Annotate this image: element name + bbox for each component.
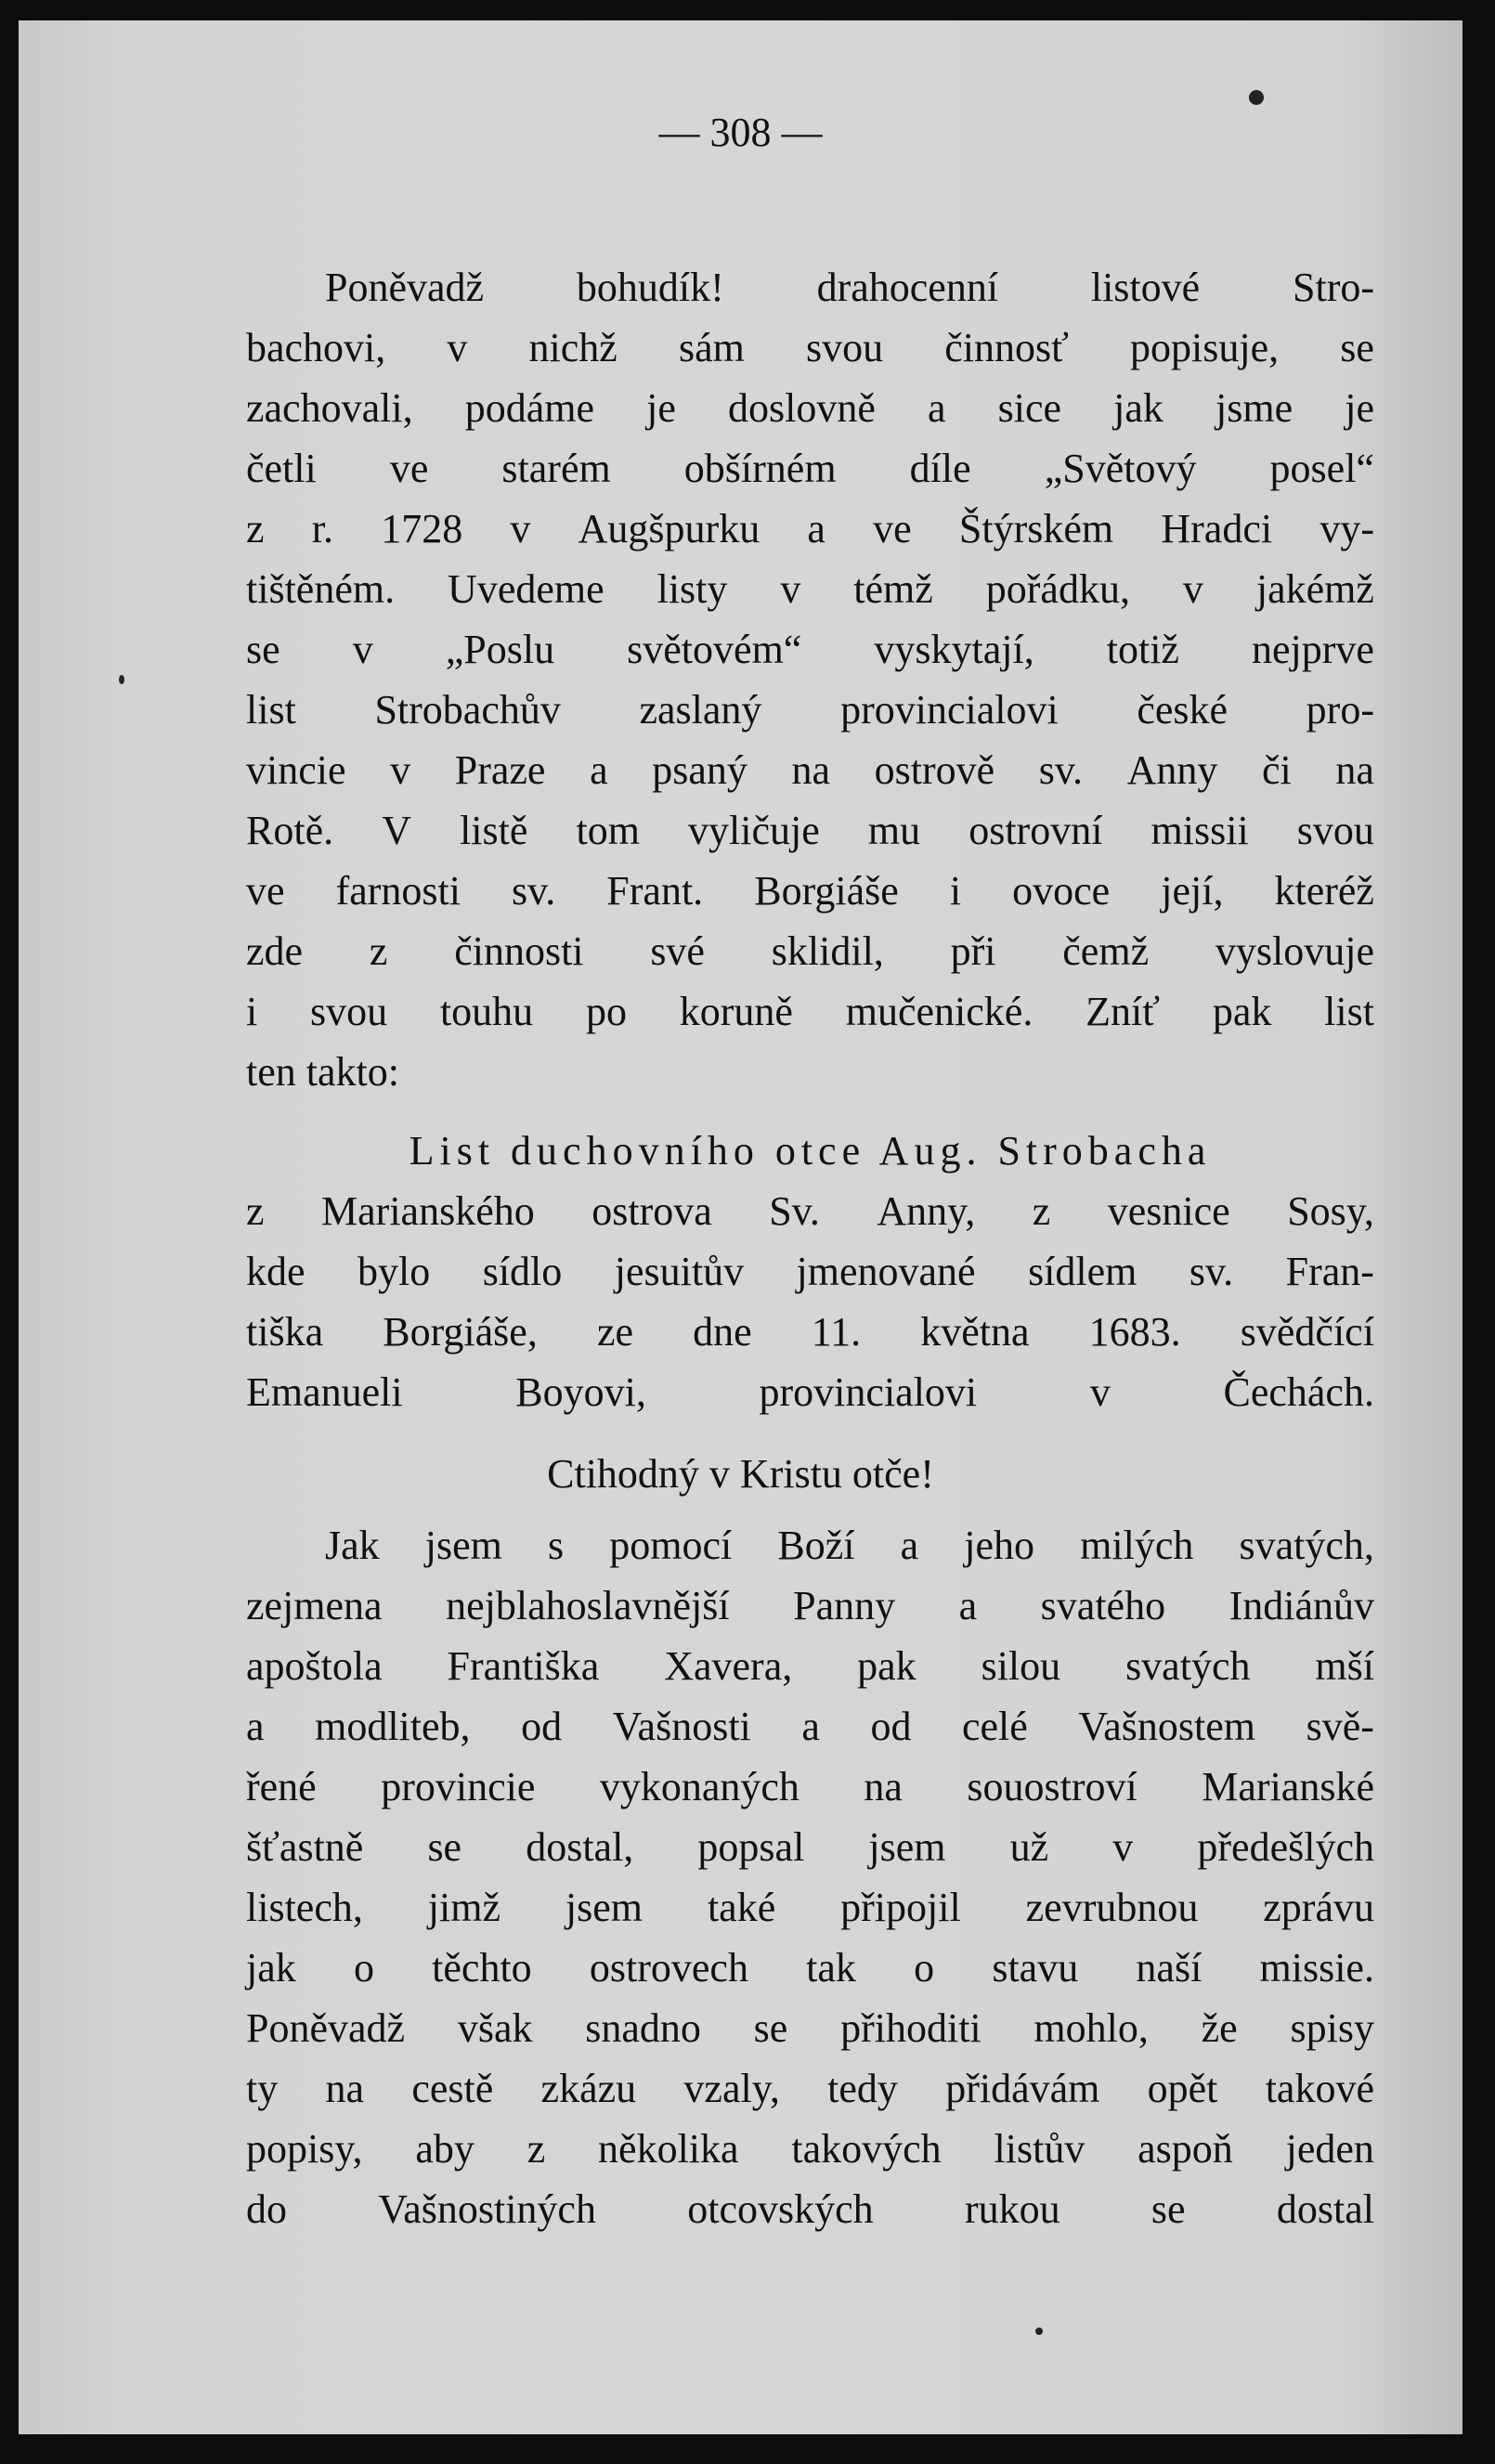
word: tiška [246, 1309, 324, 1355]
word: ve [389, 446, 429, 491]
text-line [246, 1757, 1374, 1817]
letter-heading-line [246, 1181, 1374, 1241]
word: ostrovní [968, 808, 1103, 853]
word: r. [311, 506, 333, 551]
text-line: ten takto: [246, 1049, 399, 1095]
word: listě [460, 808, 528, 853]
word: Čechách. [1223, 1369, 1374, 1415]
word: a [958, 1583, 978, 1628]
word: listův [994, 2126, 1086, 2172]
word: 1683. [1088, 1309, 1181, 1355]
word: či [1262, 747, 1292, 793]
word: jakémž [1255, 566, 1374, 612]
word: mší [1315, 1643, 1374, 1689]
word: s [548, 1523, 565, 1568]
paragraph-letter [246, 1515, 1374, 2239]
word: zevrubnou [1025, 1885, 1199, 1930]
word: aby [415, 2126, 474, 2172]
word: Borgiáše [754, 868, 899, 914]
word: se [1150, 2186, 1186, 2232]
word: tom [576, 808, 640, 853]
text-line [246, 559, 1374, 619]
word: Štýrském [958, 506, 1114, 551]
word: jsem [424, 1523, 502, 1568]
word: list [1324, 989, 1374, 1034]
word: je [646, 385, 676, 431]
word: tedy [827, 2066, 898, 2111]
word: těchto [432, 1945, 532, 1991]
word: spisy [1290, 2005, 1374, 2051]
word: Emanueli [246, 1369, 403, 1415]
word: svě- [1306, 1704, 1374, 1749]
word: Boží [777, 1523, 855, 1568]
word: kde [246, 1249, 306, 1294]
word: missie. [1259, 1945, 1374, 1991]
word: bohudík! [576, 265, 724, 310]
word: na [325, 2066, 365, 2111]
word: Uvedeme [448, 566, 604, 612]
word: a [927, 385, 946, 431]
text-line [246, 861, 1374, 921]
salutation: Ctihodný v Kristu otče! [547, 1451, 934, 1497]
text-line [246, 2119, 1374, 2179]
word: a [900, 1523, 919, 1568]
letter-heading-line [246, 1241, 1374, 1302]
word: modliteb, [315, 1704, 471, 1749]
word: vincie [246, 747, 346, 793]
word: tak [806, 1945, 856, 1991]
word: bylo [358, 1249, 431, 1294]
word: takové [1265, 2066, 1374, 2111]
word: své [650, 928, 705, 974]
word: naší [1136, 1945, 1202, 1991]
word: v [1182, 566, 1203, 612]
word: popsal [697, 1824, 805, 1870]
word: koruně [679, 989, 793, 1034]
word: pak [857, 1643, 916, 1689]
word: mohlo, [1034, 2005, 1149, 2051]
word: ze [596, 1309, 634, 1355]
word: dostal, [526, 1824, 634, 1870]
text-line [246, 318, 1374, 378]
word: její, [1161, 868, 1224, 914]
word: zkázu [540, 2066, 637, 2111]
text-line [246, 257, 1374, 318]
text-line [246, 438, 1374, 499]
word: souostroví [967, 1764, 1138, 1809]
word: že [1201, 2005, 1238, 2051]
word: jak [246, 1945, 296, 1991]
word: jeden [1285, 2126, 1374, 2172]
word: se [753, 2005, 788, 2051]
word: listové [1090, 265, 1201, 310]
word: v [390, 747, 411, 793]
text-line [246, 1817, 1374, 1877]
word: v [780, 566, 801, 612]
word: Marianské [1202, 1764, 1374, 1809]
word: české [1137, 687, 1228, 733]
word: sice [997, 385, 1062, 431]
word: Sv. [769, 1188, 820, 1234]
word: několika [598, 2126, 739, 2172]
word: provincialovi [759, 1369, 978, 1415]
word: při [950, 928, 996, 974]
word: sídlo [482, 1249, 563, 1294]
word: v [447, 325, 468, 370]
word: Františka [447, 1643, 600, 1689]
ink-speck [1249, 90, 1264, 105]
word: rukou [964, 2186, 1060, 2232]
word: čemž [1062, 928, 1150, 974]
word: ovoce [1012, 868, 1111, 914]
word: popisuje, [1130, 325, 1280, 370]
word: svědčící [1240, 1309, 1374, 1355]
word: Augšpurku [578, 506, 760, 551]
letter-heading-line: List duchovního otce Aug. Strobacha [409, 1128, 1212, 1174]
word: ostrově [874, 747, 995, 793]
word: Stro- [1293, 265, 1374, 310]
word: nejprve [1252, 627, 1374, 672]
word: posel“ [1269, 446, 1374, 491]
word: svatých, [1239, 1523, 1374, 1568]
text-line [246, 2179, 1374, 2239]
word: světovém“ [627, 627, 802, 672]
word: ty [246, 2066, 279, 2111]
word: jesuitův [614, 1249, 745, 1294]
word: ve [873, 506, 912, 551]
word: dostal [1276, 2186, 1374, 2232]
word: v [352, 627, 373, 672]
word: se [246, 627, 280, 672]
word: a [246, 1704, 265, 1749]
word: Hradci [1161, 506, 1273, 551]
text-line [246, 1636, 1374, 1696]
word: z [246, 506, 265, 551]
word: činnosti [454, 928, 584, 974]
word: i [949, 868, 962, 914]
word: od [870, 1704, 912, 1749]
word: ostrova [592, 1188, 712, 1234]
word: se [1340, 325, 1374, 370]
word: silou [981, 1643, 1061, 1689]
word: z [246, 1188, 265, 1234]
word: o [914, 1945, 935, 1991]
word: provincialovi [840, 687, 1059, 733]
word: vyslovuje [1215, 928, 1374, 974]
word: V [382, 808, 411, 853]
word: mučenické. [845, 989, 1034, 1034]
word: přihoditi [840, 2005, 982, 2051]
word: jsme [1216, 385, 1294, 431]
word: Poněvadž [246, 2005, 406, 2051]
word: 11. [811, 1309, 862, 1355]
word: otcovských [687, 2186, 874, 2232]
word: sídlem [1028, 1249, 1138, 1294]
word: na [1335, 747, 1374, 793]
word: celé [962, 1704, 1028, 1749]
word: díle [909, 446, 971, 491]
word: z [369, 928, 388, 974]
word: sv. [1038, 747, 1084, 793]
word: do [246, 2186, 287, 2232]
letter-heading-line [246, 1362, 1374, 1422]
word: jak [1113, 385, 1164, 431]
word: farnosti [335, 868, 461, 914]
word: činnosť [944, 325, 1069, 370]
word: vykonaných [599, 1764, 800, 1809]
word: se [427, 1824, 462, 1870]
word: připojil [840, 1885, 961, 1930]
word: Sosy, [1287, 1188, 1374, 1234]
word: zprávu [1263, 1885, 1374, 1930]
word: předešlých [1197, 1824, 1374, 1870]
word: milých [1080, 1523, 1194, 1568]
ink-speck [1035, 2328, 1043, 2335]
word: května [920, 1309, 1030, 1355]
word: zejmena [246, 1583, 383, 1628]
word: Poněvadž [325, 265, 485, 310]
word: svou [1296, 808, 1374, 853]
word: z [1032, 1188, 1051, 1234]
word: Boyovi, [515, 1369, 646, 1415]
word: listy [656, 566, 728, 612]
word: sám [678, 325, 745, 370]
word: na [791, 747, 830, 793]
word: „Poslu [445, 627, 555, 672]
word: svou [805, 325, 884, 370]
text-line [246, 1696, 1374, 1757]
word: o [353, 1945, 374, 1991]
word: je [1345, 385, 1374, 431]
word: Anny [1126, 747, 1218, 793]
word: vyličuje [688, 808, 820, 853]
word: starém [501, 446, 611, 491]
word: Vašnostiných [378, 2186, 596, 2232]
word: Strobachův [374, 687, 561, 733]
text-line [246, 1515, 1374, 1576]
text-line [246, 2058, 1374, 2119]
word: v [1112, 1824, 1134, 1870]
word: svatých [1125, 1643, 1251, 1689]
text-line [246, 800, 1374, 861]
word: nichž [528, 325, 618, 370]
word: svatého [1040, 1583, 1166, 1628]
word: stavu [992, 1945, 1079, 1991]
letter-heading [246, 1121, 1374, 1422]
word: jeho [964, 1523, 1035, 1568]
word: četli [246, 446, 317, 491]
word: a [590, 747, 608, 793]
word: podáme [464, 385, 594, 431]
text-line [246, 981, 1374, 1042]
word: pro- [1306, 687, 1374, 733]
word: řené [246, 1764, 317, 1809]
text-line [246, 1998, 1374, 2058]
word: provincie [381, 1764, 536, 1809]
word: a [801, 1704, 820, 1749]
word: i [246, 989, 258, 1034]
word: vesnice [1107, 1188, 1230, 1234]
word: šťastně [246, 1824, 364, 1870]
word: a [807, 506, 826, 551]
paragraph-intro [246, 257, 1374, 1102]
word: missii [1150, 808, 1249, 853]
word: jsem [565, 1885, 644, 1930]
word: kteréž [1274, 868, 1374, 914]
word: sv. [512, 868, 556, 914]
word: sv. [1189, 1249, 1234, 1294]
text-line [246, 680, 1374, 740]
word: cestě [411, 2066, 494, 2111]
word: „Světový [1044, 446, 1197, 491]
word: obšírném [683, 446, 837, 491]
word: popisy, [246, 2126, 363, 2172]
word: Vašnosti [612, 1704, 751, 1749]
word: ostrovech [589, 1945, 748, 1991]
word: jimž [427, 1885, 500, 1930]
text-line [246, 921, 1374, 981]
word: aspoň [1138, 2126, 1233, 2172]
word: ve [246, 868, 285, 914]
word: drahocenní [816, 265, 999, 310]
word: také [707, 1885, 776, 1930]
word: jsem [868, 1824, 946, 1870]
text-line-content [325, 1515, 1374, 1576]
word: z [526, 2126, 546, 2172]
word: zaslaný [639, 687, 762, 733]
word: Vašnostem [1078, 1704, 1256, 1749]
word: zachovali, [246, 385, 413, 431]
word: Xavera, [664, 1643, 793, 1689]
word: pořádku, [985, 566, 1130, 612]
word: Borgiáše, [383, 1309, 538, 1355]
word: Rotě. [246, 808, 334, 853]
word: pak [1212, 989, 1272, 1034]
ink-speck [119, 675, 124, 684]
word: Marianského [321, 1188, 535, 1234]
word: takových [791, 2126, 942, 2172]
text-line [246, 499, 1374, 559]
word: Panny [793, 1583, 896, 1628]
word: v [1089, 1369, 1111, 1415]
word: bachovi, [246, 325, 386, 370]
word: totiž [1106, 627, 1179, 672]
text-line [246, 1877, 1374, 1938]
word: Anny, [877, 1188, 976, 1234]
word: doslovně [727, 385, 876, 431]
word: však [457, 2005, 533, 2051]
word: nejblahoslavnější [446, 1583, 730, 1628]
word: témž [853, 566, 933, 612]
text-line [246, 378, 1374, 438]
text-line-content [325, 257, 1374, 318]
word: vyskytají, [874, 627, 1034, 672]
word: psaný [652, 747, 748, 793]
word: opět [1147, 2066, 1218, 2111]
word: přidávám [945, 2066, 1100, 2111]
word: Fran- [1285, 1249, 1374, 1294]
word: v [510, 506, 531, 551]
word: po [585, 989, 627, 1034]
word: 1728 [381, 506, 463, 551]
text-line [246, 1938, 1374, 1998]
word: od [521, 1704, 563, 1749]
word: svou [310, 989, 388, 1034]
word: Indiánův [1228, 1583, 1374, 1628]
word: vzaly, [683, 2066, 780, 2111]
text-line [246, 740, 1374, 800]
word: tištěném. [246, 566, 396, 612]
word: apoštola [246, 1643, 383, 1689]
word: Frant. [606, 868, 704, 914]
word: touhu [439, 989, 534, 1034]
word: pomocí [609, 1523, 733, 1568]
word: Praze [454, 747, 546, 793]
word: vy- [1320, 506, 1374, 551]
letter-heading-line [246, 1302, 1374, 1362]
word: snadno [585, 2005, 701, 2051]
word: už [1009, 1824, 1049, 1870]
word: dne [693, 1309, 752, 1355]
text-line [246, 1576, 1374, 1636]
word: list [246, 687, 296, 733]
book-page [19, 20, 1462, 2434]
word: sklidil, [771, 928, 884, 974]
word: Jak [325, 1523, 380, 1568]
word: jmenované [796, 1249, 976, 1294]
word: listech, [246, 1885, 363, 1930]
text-line [246, 619, 1374, 680]
word: zde [246, 928, 304, 974]
page-number: — 308 — [658, 110, 823, 155]
word: mu [867, 808, 921, 853]
word: Zníť [1086, 989, 1161, 1034]
word: na [864, 1764, 903, 1809]
